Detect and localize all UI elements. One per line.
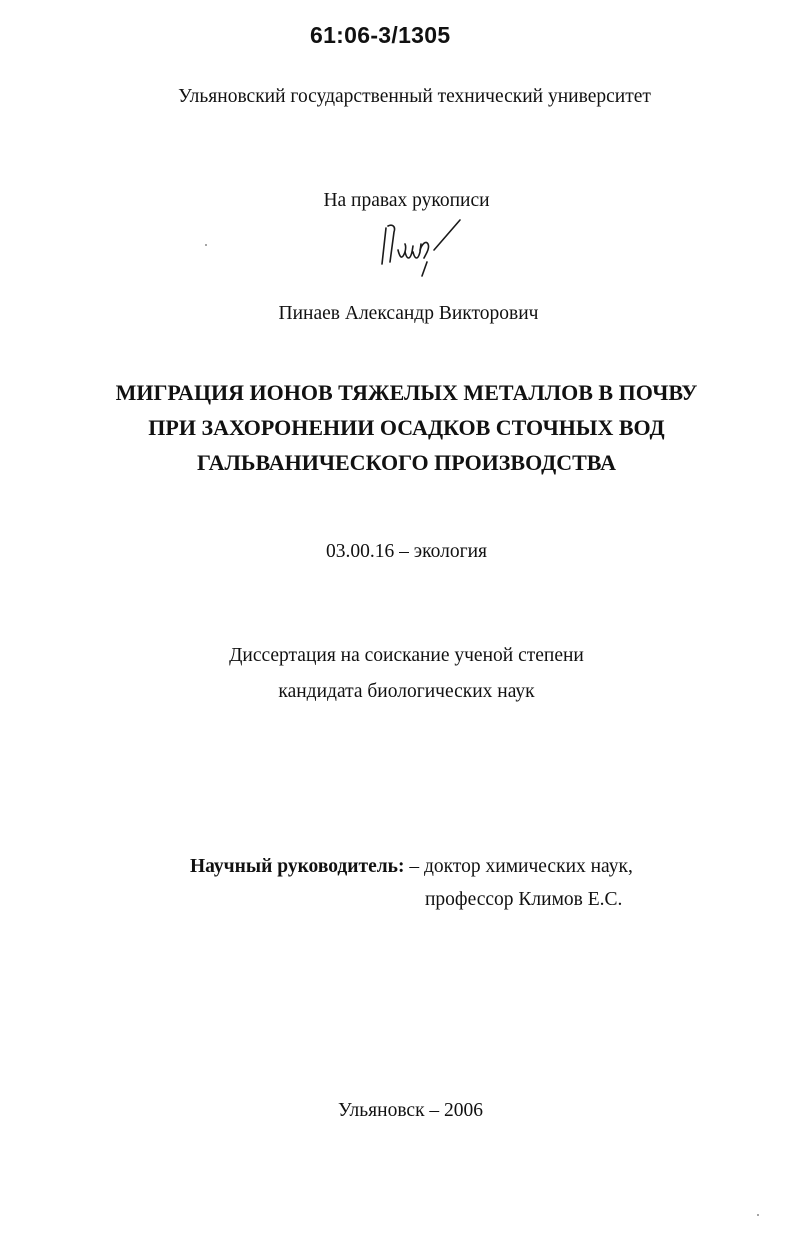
dissertation-title <box>10 375 793 480</box>
author-name: Пинаев Александр Викторович <box>278 303 539 324</box>
city-year: Ульяновск – 2006 <box>337 1100 484 1121</box>
manuscript-note: На правах рукописи <box>323 190 490 211</box>
specialty-code: 03.00.16 <box>326 541 395 562</box>
degree-line-2: кандидата биологических наук <box>278 681 535 702</box>
author-signature <box>372 214 472 278</box>
archive-stamp: 61:06-3/1305 <box>310 22 451 48</box>
title-line-1: МИГРАЦИЯ ИОНОВ ТЯЖЕЛЫХ МЕТАЛЛОВ В ПОЧВУ <box>115 380 698 405</box>
supervisor-name: профессор Климов Е.С. <box>425 889 623 910</box>
title-line-2: ПРИ ЗАХОРОНЕНИИ ОСАДКОВ СТОЧНЫХ ВОД <box>148 415 665 440</box>
title-line-3: ГАЛЬВАНИЧЕСКОГО ПРОИЗВОДСТВА <box>197 450 616 475</box>
scan-speck <box>205 244 207 246</box>
degree-line-1: Диссертация на соискание ученой степени <box>229 645 584 666</box>
scan-speck <box>757 1214 759 1216</box>
specialty-dash: – <box>399 541 409 562</box>
supervisor-label: Научный руководитель: <box>190 856 405 877</box>
supervisor-degree: – доктор химических наук, <box>409 856 633 877</box>
specialty-name: экология <box>413 541 487 562</box>
university-name: Ульяновский государственный технический университет <box>178 86 651 107</box>
degree-statement <box>10 638 793 710</box>
supervisor-line <box>190 856 633 878</box>
specialty <box>10 541 793 563</box>
